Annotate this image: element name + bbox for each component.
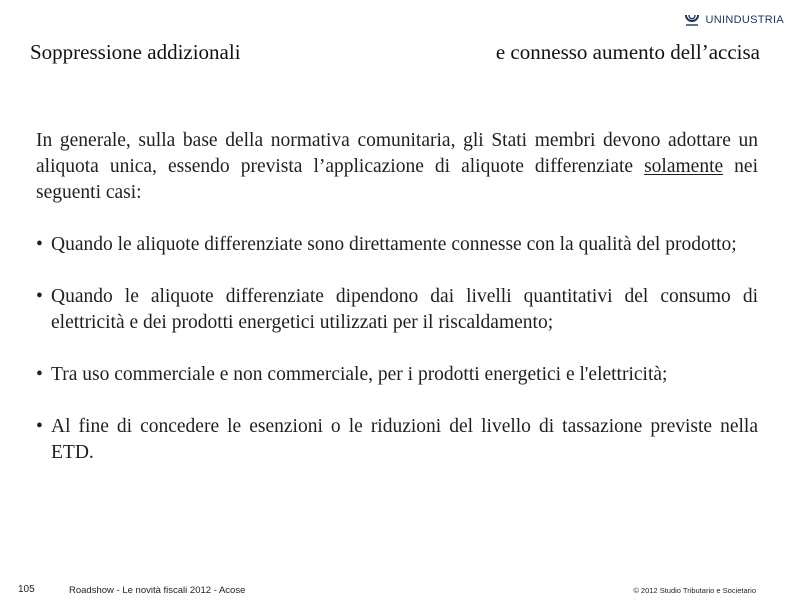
list-item — [36, 414, 758, 466]
bullet-icon: • — [36, 234, 43, 255]
list-item-text: Quando le aliquote differenziate dipendono dai livelli quantitativi del consumo di elettricità e dei prodotti energetici utilizzati per il riscaldamento; — [51, 286, 758, 333]
unindustria-logo — [682, 10, 784, 30]
bullet-icon: • — [36, 286, 43, 307]
logo-text: UNINDUSTRIA — [705, 14, 784, 26]
bullet-icon: • — [36, 416, 43, 437]
list-item — [36, 362, 758, 388]
title-part-1: Soppressione addizionali — [30, 40, 241, 64]
list-item-text: Al fine di concedere le esenzioni o le riduzioni del livello di tassazione previste nella ETD. — [51, 416, 758, 463]
intro-text-after: nei seguenti casi: — [36, 156, 758, 203]
intro-text-before: In generale, sulla base della normativa comunitaria, gli Stati membri devono adottare un aliquota unica, essendo prevista l’applicazione di aliquote differenziate — [36, 130, 758, 177]
footer-event-title: Roadshow - Le novità fiscali 2012 - Acose — [69, 585, 246, 596]
footer-copyright: © 2012 Studio Tributario e Societario — [633, 586, 756, 595]
list-item-text: Quando le aliquote differenziate sono direttamente connesse con la qualità del prodotto; — [51, 234, 737, 255]
title-part-2: e connesso aumento dell’accisa — [495, 40, 760, 64]
slide-footer — [0, 584, 792, 598]
intro-underlined-word: solamente — [644, 156, 724, 177]
list-item — [36, 232, 758, 258]
unindustria-logo-icon — [682, 10, 702, 30]
page-number: 105 — [18, 584, 35, 595]
intro-paragraph — [36, 128, 758, 206]
bullet-icon: • — [36, 364, 43, 385]
list-item-text: Tra uso commerciale e non commerciale, per i prodotti energetici e l'elettricità; — [51, 364, 668, 385]
bullet-list — [36, 232, 758, 466]
slide-title — [30, 40, 760, 65]
list-item — [36, 284, 758, 336]
